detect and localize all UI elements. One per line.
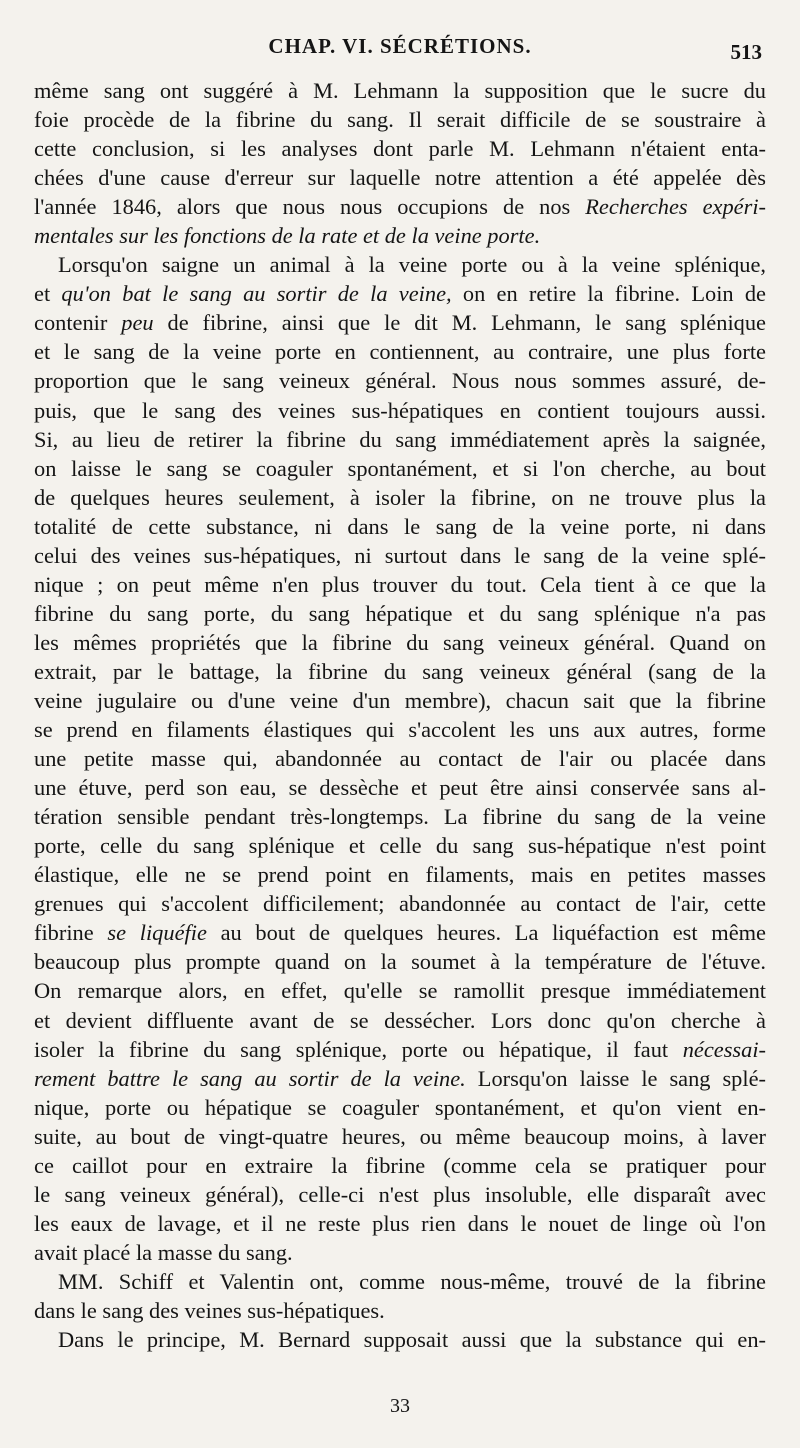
text-run: Dans le principe, M. Bernard supposait aussi que la substance qui en- bbox=[58, 1327, 766, 1353]
text-run: MM. Schiff et Valentin ont, comme nous-même, trouvé de la fibrine bbox=[58, 1268, 766, 1294]
text-run: suite, au bout de vingt-quatre heures, ou même beaucoup moins, à laver bbox=[34, 1123, 766, 1149]
text-line bbox=[34, 831, 766, 860]
text-line bbox=[34, 715, 766, 744]
text-line bbox=[34, 1151, 766, 1180]
chapter-title: CHAP. VI. SÉCRÉTIONS. bbox=[268, 34, 532, 58]
text-run: l'année 1846, alors que nous nous occupions de nos bbox=[34, 194, 586, 220]
text-run: se prend en filaments élastiques qui s'accolent les uns aux autres, forme bbox=[34, 717, 766, 743]
text-run: chées d'une cause d'erreur sur laquelle notre attention a été appelée dès bbox=[34, 165, 766, 191]
text-line bbox=[34, 628, 766, 657]
italic-run: se liquéfie bbox=[107, 920, 207, 946]
text-line bbox=[34, 918, 766, 947]
text-line bbox=[34, 454, 766, 483]
text-line bbox=[34, 105, 766, 134]
text-line bbox=[34, 192, 766, 221]
text-line bbox=[34, 425, 766, 454]
text-run: beaucoup plus prompte quand on la soumet à la température de l'étuve. bbox=[34, 949, 766, 975]
text-run: une petite masse qui, abandonnée au contact de l'air ou placée dans bbox=[34, 746, 766, 772]
text-line bbox=[34, 802, 766, 831]
text-line bbox=[34, 1035, 766, 1064]
text-line bbox=[34, 657, 766, 686]
text-run: grenues qui s'accolent difficilement; abandonnée au contact de l'air, cette bbox=[34, 891, 766, 917]
text-run: celui des veines sus-hépatiques, ni surtout dans le sang de la veine splé- bbox=[34, 542, 766, 568]
italic-run: Recherches expéri- bbox=[585, 194, 766, 220]
text-run: fibrine bbox=[34, 920, 108, 946]
text-line bbox=[34, 773, 766, 802]
text-line bbox=[34, 1006, 766, 1035]
body-text bbox=[34, 76, 766, 1354]
text-run: le sang veineux général), celle-ci n'est plus insoluble, elle disparaît avec bbox=[34, 1181, 766, 1207]
text-run: et devient diffluente avant de se dessécher. Lors donc qu'on cherche à bbox=[34, 1007, 766, 1033]
text-line bbox=[34, 308, 766, 337]
text-line bbox=[34, 337, 766, 366]
signature-mark: 33 bbox=[390, 1395, 410, 1417]
text-run: tération sensible pendant très-longtemps. La fibrine du sang de la veine bbox=[34, 804, 766, 830]
text-line bbox=[34, 396, 766, 425]
text-line bbox=[34, 976, 766, 1005]
text-line bbox=[34, 1296, 766, 1325]
text-line bbox=[34, 221, 766, 250]
text-line bbox=[34, 1064, 766, 1093]
text-run: et bbox=[34, 281, 62, 307]
text-run: porte, celle du sang splénique et celle du sang sus-hépatique n'est point bbox=[34, 833, 766, 859]
text-line bbox=[34, 1122, 766, 1151]
text-line bbox=[34, 1238, 766, 1267]
text-run: élastique, elle ne se prend point en filaments, mais en petites masses bbox=[34, 862, 766, 888]
text-line bbox=[34, 889, 766, 918]
italic-run: mentales sur les fonctions de la rate et de la veine porte. bbox=[34, 223, 541, 249]
italic-run: qu'on bat le sang au sortir de la veine, bbox=[61, 281, 452, 307]
text-line bbox=[34, 570, 766, 599]
italic-run: rement battre le sang au sortir de la veine. bbox=[34, 1065, 466, 1091]
running-header bbox=[34, 34, 766, 70]
text-line bbox=[34, 1093, 766, 1122]
text-run: Lorsqu'on laisse le sang splé- bbox=[465, 1065, 766, 1091]
text-line bbox=[34, 686, 766, 715]
text-run: isoler la fibrine du sang splénique, porte ou hépatique, il faut bbox=[34, 1036, 683, 1062]
page-number: 513 bbox=[730, 40, 762, 64]
text-run: de quelques heures seulement, à isoler la fibrine, on ne trouve plus la bbox=[34, 484, 766, 510]
text-run: les mêmes propriétés que la fibrine du sang veineux général. Quand on bbox=[34, 629, 766, 655]
text-run: même sang ont suggéré à M. Lehmann la supposition que le sucre du bbox=[34, 78, 766, 103]
text-line bbox=[34, 1209, 766, 1238]
text-line bbox=[34, 947, 766, 976]
text-line bbox=[34, 744, 766, 773]
text-line bbox=[34, 1267, 766, 1296]
italic-run: nécessai- bbox=[682, 1036, 766, 1062]
text-line bbox=[34, 512, 766, 541]
italic-run: peu bbox=[121, 310, 154, 336]
text-run: foie procède de la fibrine du sang. Il serait difficile de se soustraire à bbox=[34, 107, 766, 133]
text-line bbox=[34, 483, 766, 512]
text-run: extrait, par le battage, la fibrine du sang veineux général (sang de la bbox=[34, 658, 766, 684]
text-run: avait placé la masse du sang. bbox=[34, 1239, 293, 1265]
text-run: cette conclusion, si les analyses dont parle M. Lehmann n'étaient enta- bbox=[34, 136, 766, 162]
text-run: puis, que le sang des veines sus-hépatiques en contient toujours aussi. bbox=[34, 397, 766, 423]
text-run: dans le sang des veines sus-hépatiques. bbox=[34, 1297, 385, 1323]
text-run: on laisse le sang se coaguler spontanément, et si l'on cherche, au bout bbox=[34, 455, 766, 481]
text-line bbox=[34, 163, 766, 192]
text-line bbox=[34, 599, 766, 628]
text-line bbox=[34, 250, 766, 279]
text-run: ce caillot pour en extraire la fibrine (comme cela se pratiquer pour bbox=[34, 1152, 766, 1178]
text-line bbox=[34, 541, 766, 570]
text-run: une étuve, perd son eau, se dessèche et peut être ainsi conservée sans al- bbox=[34, 775, 766, 801]
text-line bbox=[34, 1180, 766, 1209]
text-run: contenir bbox=[34, 310, 122, 336]
text-run: On remarque alors, en effet, qu'elle se ramollit presque immédiatement bbox=[34, 978, 766, 1004]
text-run: Lorsqu'on saigne un animal à la veine porte ou à la veine splénique, bbox=[58, 252, 766, 278]
text-line bbox=[34, 860, 766, 889]
text-run: Si, au lieu de retirer la fibrine du sang immédiatement après la saignée, bbox=[34, 426, 766, 452]
text-run: nique ; on peut même n'en plus trouver du tout. Cela tient à ce que la bbox=[34, 571, 766, 597]
text-run: on en retire la fibrine. Loin de bbox=[451, 281, 766, 307]
text-run: de fibrine, ainsi que le dit M. Lehmann, le sang splénique bbox=[153, 310, 766, 336]
text-run: les eaux de lavage, et il ne reste plus rien dans le nouet de linge où l'on bbox=[34, 1210, 766, 1236]
text-line bbox=[34, 1325, 766, 1354]
text-run: et le sang de la veine porte en contiennent, au contraire, une plus forte bbox=[34, 339, 766, 365]
text-line bbox=[34, 366, 766, 395]
text-run: nique, porte ou hépatique se coaguler spontanément, et qu'on vient en- bbox=[34, 1094, 766, 1120]
text-line bbox=[34, 76, 766, 105]
text-run: au bout de quelques heures. La liquéfaction est même bbox=[206, 920, 766, 946]
text-run: veine jugulaire ou d'une veine d'un membre), chacun sait que la fibrine bbox=[34, 687, 766, 713]
text-run: fibrine du sang porte, du sang hépatique et du sang splénique n'a pas bbox=[34, 600, 766, 626]
text-run: totalité de cette substance, ni dans le sang de la veine porte, ni dans bbox=[34, 513, 766, 539]
text-line bbox=[34, 134, 766, 163]
text-run: proportion que le sang veineux général. Nous nous sommes assuré, de- bbox=[34, 368, 766, 394]
text-line bbox=[34, 279, 766, 308]
